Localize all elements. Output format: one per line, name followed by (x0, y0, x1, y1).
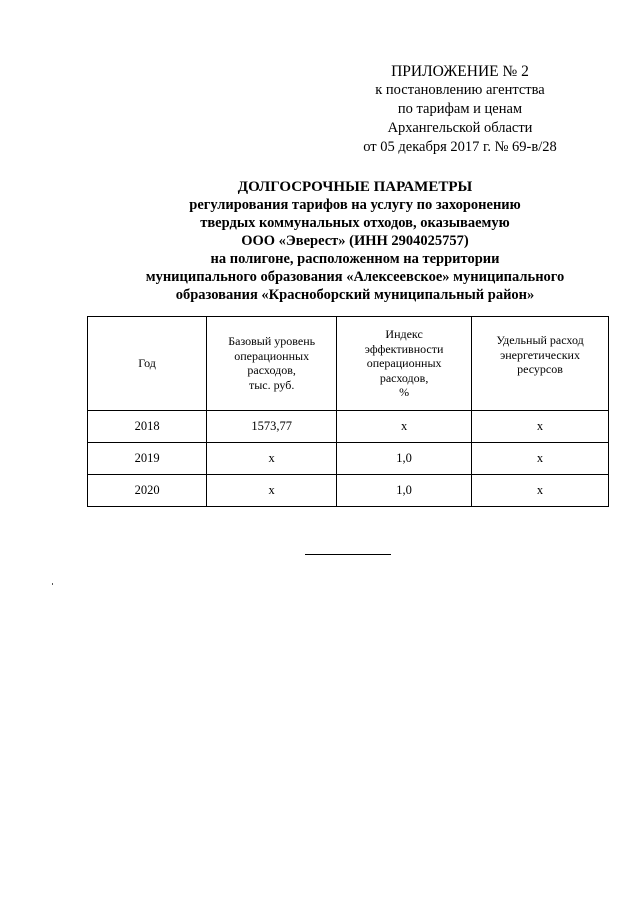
cell-energy-consumption: x (472, 411, 609, 443)
title-line: образования «Красноборский муниципальный район» (175, 287, 535, 303)
table-header-row (88, 317, 609, 411)
header-efficiency-index: Индекс эффективности операционных расходов, % (337, 317, 472, 411)
cell-year: 2020 (88, 475, 207, 507)
appendix-date-line: от 05 декабря 2017 г. № 69-в/28 (363, 139, 557, 155)
appendix-line: к постановлению агентства (375, 82, 545, 98)
table-row (88, 411, 609, 443)
document-title-block (90, 178, 620, 304)
header-base-expenses: Базовый уровень операционных расходов, тыс. руб. (207, 317, 337, 411)
header-year: Год (88, 317, 207, 411)
cell-efficiency-index: 1,0 (337, 475, 472, 507)
cell-energy-consumption: x (472, 443, 609, 475)
cell-base-expenses: 1573,77 (207, 411, 337, 443)
appendix-block (340, 62, 580, 157)
cell-efficiency-index: 1,0 (337, 443, 472, 475)
end-divider (305, 554, 391, 555)
table-row (88, 443, 609, 475)
title-line: на полигоне, расположенном на территории (210, 251, 500, 267)
title-line: ООО «Эверест» (ИНН 2904025757) (241, 233, 469, 249)
cell-base-expenses: x (207, 475, 337, 507)
cell-year: 2018 (88, 411, 207, 443)
cell-year: 2019 (88, 443, 207, 475)
cell-energy-consumption: x (472, 475, 609, 507)
title-line: регулирования тарифов на услугу по захоронению (189, 197, 521, 213)
cell-efficiency-index: x (337, 411, 472, 443)
table-row (88, 475, 609, 507)
title-line: твердых коммунальных отходов, оказываемую (200, 215, 510, 231)
title-line: муниципального образования «Алексеевское» муниципального (145, 269, 565, 285)
appendix-title: ПРИЛОЖЕНИЕ № 2 (391, 63, 529, 80)
appendix-line: по тарифам и ценам (397, 101, 523, 117)
cell-base-expenses: x (207, 443, 337, 475)
header-energy-consumption: Удельный расход энергетических ресурсов (472, 317, 609, 411)
scan-speck (52, 583, 53, 585)
document-title: ДОЛГОСРОЧНЫЕ ПАРАМЕТРЫ (237, 179, 473, 195)
appendix-line: Архангельской области (387, 120, 533, 136)
parameters-table (87, 316, 609, 507)
